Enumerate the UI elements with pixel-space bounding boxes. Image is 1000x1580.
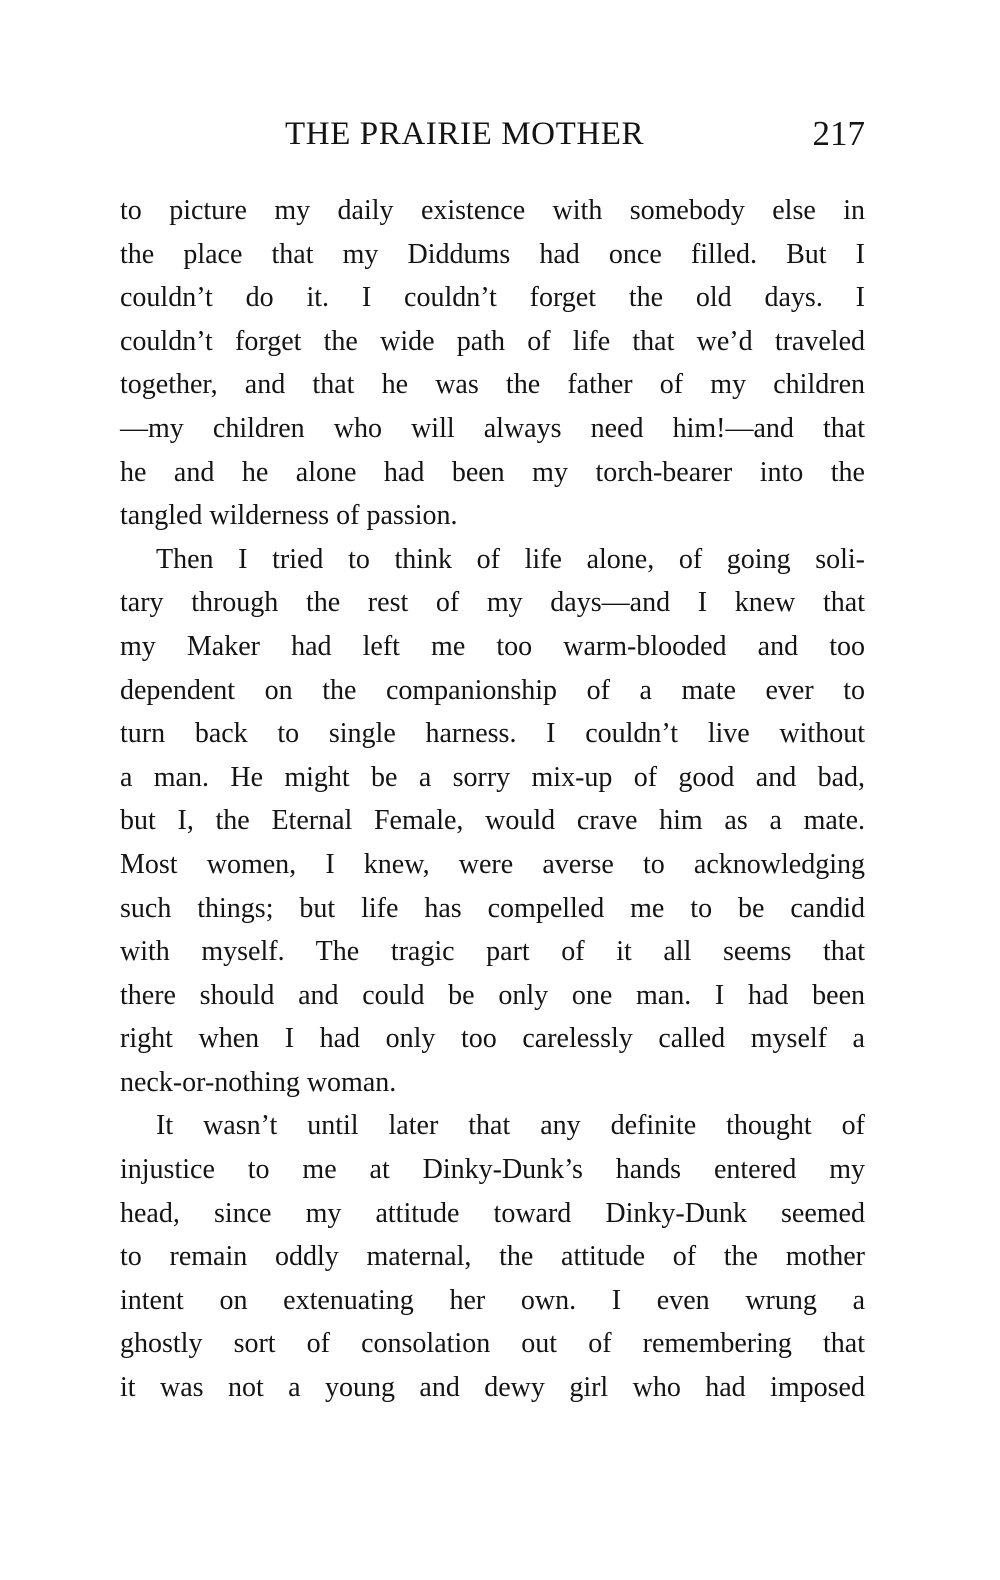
body-text [120, 189, 865, 1410]
text-line: couldn’t do it. I couldn’t forget the old days. I [120, 282, 865, 314]
text-line: tary through the rest of my days—and I knew that [120, 587, 865, 619]
text-line: intent on extenuating her own. I even wrung a [120, 1284, 865, 1316]
text-line: dependent on the companionship of a mate ever to [120, 674, 865, 706]
text-line: to picture my daily existence with somebody else in [120, 195, 865, 226]
paragraph [120, 189, 865, 538]
text-line: it was not a young and dewy girl who had imposed [120, 1372, 865, 1404]
text-line: a man. He might be a sorry mix-up of good and bad, [120, 761, 865, 793]
text-line: together, and that he was the father of my children [120, 369, 865, 401]
text-line: turn back to single harness. I couldn’t live without [120, 718, 865, 750]
text-line: such things; but life has compelled me to be candid [120, 892, 865, 924]
text-line: tangled wilderness of passion. [120, 500, 458, 532]
page-number: 217 [812, 114, 865, 153]
text-line: Then I tried to think of life alone, of going soli- [156, 543, 865, 575]
paragraph [120, 538, 865, 1105]
text-line: there should and could be only one man. I had been [120, 979, 865, 1011]
running-title: THE PRAIRIE MOTHER [285, 116, 645, 152]
text-line: —my children who will always need him!—and that [120, 412, 865, 444]
paragraph [120, 1104, 865, 1409]
running-head [120, 110, 865, 162]
text-line: head, since my attitude toward Dinky-Dunk seemed [120, 1197, 865, 1229]
text-line: Most women, I knew, were averse to acknowledging [120, 848, 865, 880]
text-line: neck-or-nothing woman. [120, 1066, 397, 1098]
text-line: ghostly sort of consolation out of remembering that [120, 1328, 865, 1360]
text-line: right when I had only too carelessly called myself a [120, 1023, 865, 1055]
text-line: but I, the Eternal Female, would crave him as a mate. [120, 805, 865, 837]
text-line: the place that my Diddums had once filled. But I [120, 238, 865, 270]
text-line: injustice to me at Dinky-Dunk’s hands entered my [120, 1154, 865, 1186]
text-line: he and he alone had been my torch-bearer into the [120, 456, 865, 488]
text-line: with myself. The tragic part of it all seems that [120, 936, 865, 968]
text-line: It wasn’t until later that any definite thought of [156, 1110, 865, 1142]
text-line: couldn’t forget the wide path of life that we’d traveled [120, 325, 865, 357]
text-line: to remain oddly maternal, the attitude of the mother [120, 1241, 865, 1273]
text-line: my Maker had left me too warm-blooded and too [120, 630, 865, 662]
